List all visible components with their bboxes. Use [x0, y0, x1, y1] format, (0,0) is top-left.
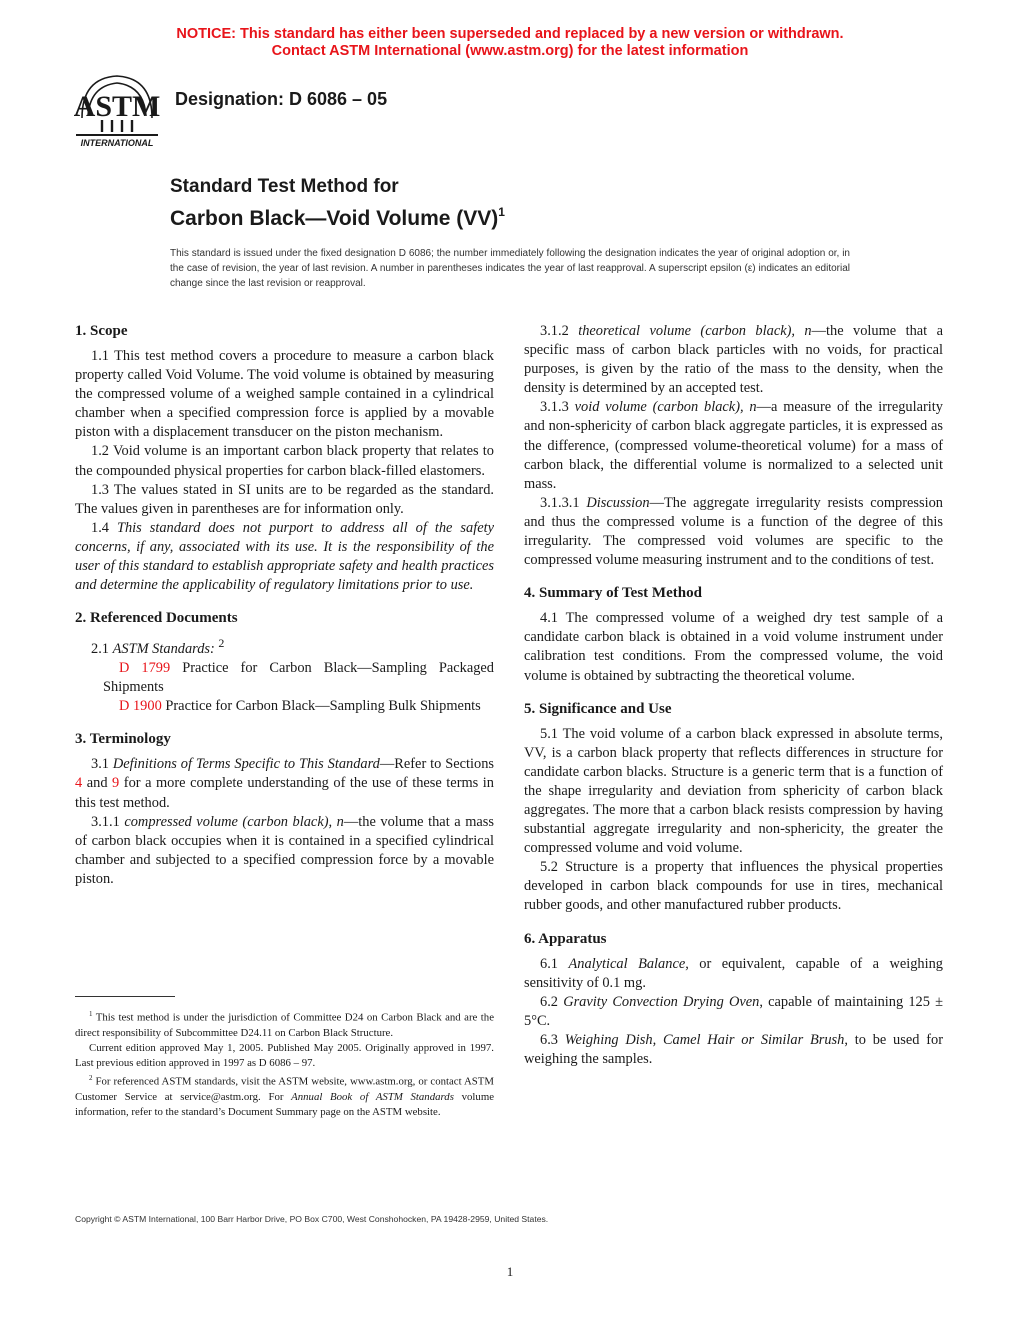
terminology-p5-text: —The aggregate irregularity resists compression and thus the compressed volume is a function of the degree of this irregularity. The compressed void volumes are specific to the compressed volume measuring instrument and to the conditions of test.: [524, 494, 943, 569]
section-referenced-documents: [75, 609, 494, 716]
terminology-p1: [75, 755, 494, 812]
designation: Designation: D 6086 – 05: [175, 89, 388, 109]
footnote-1-text: This test method is under the jurisdiction of Committee D24 on Carbon Black and are the direct responsibility of Subcommittee D24.11 on Carbon Black Structure.: [75, 1011, 494, 1039]
scope-p2: 1.2 Void volume is an important carbon black property that relates to the compounded physical properties for carbon black-filled elastomers.: [75, 443, 494, 479]
refdocs-p1-sup: 2: [218, 636, 225, 651]
notice-line-2: Contact ASTM International (www.astm.org) for the latest information: [271, 43, 749, 59]
terminology-p3-term: theoretical volume (carbon black), n: [578, 323, 812, 339]
notice-line-1: NOTICE: This standard has either been superseded and replaced by a new version or withdrawn.: [176, 26, 844, 42]
terminology-p2: [75, 813, 494, 889]
terminology-p3: [524, 322, 943, 398]
apparatus-item-num: 6.3: [540, 1031, 558, 1048]
terminology-p4-num: 3.1.3: [540, 399, 569, 416]
scope-p3: 1.3 The values stated in SI units are to be regarded as the standard. The values given in parentheses are for information only.: [75, 481, 494, 517]
footnote-2-mark: 2: [89, 1074, 93, 1083]
terminology-p3-num: 3.1.2: [540, 323, 569, 339]
section-summary: [524, 584, 943, 685]
copyright: Copyright © ASTM International, 100 Barr Harbor Drive, PO Box C700, West Conshohocken, PA 19428-2959, United States.: [75, 1214, 549, 1224]
summary-heading: 4. Summary of Test Method: [524, 585, 702, 602]
refdocs-heading: 2. Referenced Documents: [75, 610, 238, 627]
apparatus-item-name: Analytical Balance: [568, 955, 686, 972]
logo-text: ASTM: [74, 90, 160, 123]
left-column: [75, 322, 494, 903]
terminology-p4-term: void volume (carbon black), n: [574, 399, 757, 416]
terminology-p4: [524, 398, 943, 493]
apparatus-item-num: 6.2: [540, 993, 558, 1010]
title-line-2: [170, 199, 505, 232]
terminology-p1-italic: Definitions of Terms Specific to This Standard: [112, 756, 380, 773]
terminology-p2-num: 3.1.1: [91, 813, 120, 830]
footnote-2-b: volume information, refer to the standard’s Document Summary page on the ASTM website.: [75, 1091, 495, 1119]
apparatus-item: [524, 955, 943, 993]
footnote-2-a: For referenced ASTM standards, visit the ASTM website, www.astm.org, or contact ASTM Customer Service at service@astm.org. For: [75, 1076, 494, 1104]
scope-p4-num: 1.4: [91, 519, 109, 536]
terminology-p1-num: 3.1: [91, 756, 109, 773]
right-column: [524, 322, 943, 1083]
significance-p1: 5.1 The void volume of a carbon black expressed in absolute terms, VV, is a carbon black property that reflects differences in structure for candidate carbon blacks. Structure is a generic term that is a function of the shape irregularity and deviation from sphericity of carbon black aggregates. The more that a carbon black resists compression by having substantial aggregate irregularity and non-sphericity, the greater the compressed volume and void volume.: [524, 725, 943, 857]
footnote-rule: [75, 996, 175, 997]
footnote-2-italic: Annual Book of ASTM Standards: [291, 1091, 454, 1104]
scope-heading: 1. Scope: [75, 323, 128, 339]
section-4-link[interactable]: 4: [75, 775, 83, 792]
apparatus-item-num: 6.1: [540, 955, 558, 972]
apparatus-item: [524, 993, 943, 1031]
refdocs-p1: [75, 634, 494, 659]
scope-p4-italic: This standard does not purport to address all of the safety concerns, if any, associated with its use. It is the responsibility of the user of this standard to establish appropriate safety and health practices and determine the applicability of regulatory limitations prior to use.: [75, 519, 494, 594]
title-footnote-mark: 1: [498, 205, 505, 219]
section-terminology-cont: [524, 322, 943, 570]
significance-heading: 5. Significance and Use: [524, 700, 672, 717]
document-title: [170, 175, 505, 232]
ref-link-d1900[interactable]: D 1900: [119, 698, 162, 715]
withdrawn-notice: [0, 26, 1020, 60]
terminology-p5-term: Discussion: [586, 494, 650, 511]
ref-text-d1799: Practice for Carbon Black—Sampling Packaged Shipments: [103, 660, 494, 696]
apparatus-item-text: , capable of maintaining 125 ± 5°C.: [524, 993, 943, 1029]
issued-note: This standard is issued under the fixed designation D 6086; the number immediately following the designation indicates the year of original adoption or, in the case of revision, the year of last revision. A number in parentheses indicates the year of last reapproval. A superscript epsilon (ε) indicates an editorial change since the last revision or reapproval.: [170, 248, 850, 289]
ref-text-d1900: Practice for Carbon Black—Sampling Bulk Shipments: [165, 698, 481, 715]
apparatus-item-text: , or equivalent, capable of a weighing sensitivity of 0.1 mg.: [524, 955, 944, 991]
terminology-p2-text: —the volume that a mass of carbon black occupies when it is contained in a specified cylindrical chamber and subjected to a specified compression force by a movable piston.: [75, 813, 494, 887]
apparatus-item-name: Gravity Convection Drying Oven: [563, 993, 760, 1010]
section-terminology: [75, 730, 494, 889]
terminology-p1-a: —Refer to Sections: [379, 756, 494, 773]
terminology-p5-num: 3.1.3.1: [540, 494, 580, 511]
terminology-p1-b: and: [86, 775, 108, 792]
ref-d1900: [75, 697, 494, 716]
terminology-p4-text: —a measure of the irregularity and non-sphericity of carbon black aggregate particles, it is expressed as the difference, (compressed volume-theoretical volume) for a mass of carbon black, the differential volume is normalized to a selected unit mass.: [524, 399, 943, 492]
title-text: Carbon Black—Void Volume (VV): [170, 207, 499, 230]
section-scope: [75, 322, 494, 595]
scope-p4: [75, 519, 494, 595]
footnote-2: [75, 1071, 494, 1120]
terminology-p1-c: for a more complete understanding of the use of these terms in this test method.: [75, 775, 494, 811]
terminology-heading: 3. Terminology: [75, 731, 171, 748]
summary-p1: 4.1 The compressed volume of a weighed dry test sample of a candidate carbon black is obtained in a void volume instrument under calibration test conditions. From the compressed volume, the void volume is obtained by subtracting the theoretical volume.: [524, 610, 943, 684]
astm-logo-icon: [74, 72, 160, 150]
section-9-link[interactable]: 9: [112, 775, 120, 792]
footnotes: [75, 996, 494, 1121]
apparatus-item: [524, 1031, 943, 1069]
apparatus-item-text: , to be used for weighing the samples.: [524, 1031, 943, 1067]
section-apparatus: [524, 930, 943, 1070]
apparatus-item-name: Weighing Dish, Camel Hair or Similar Brush: [564, 1031, 845, 1048]
refdocs-p1-num: 2.1: [91, 641, 109, 658]
footnote-1b: Current edition approved May 1, 2005. Published May 2005. Originally approved in 1997. Last previous edition approved in 1997 as D 6086 – 97.: [75, 1042, 494, 1070]
terminology-p2-term: compressed volume (carbon black), n: [124, 813, 344, 830]
scope-p1: 1.1 This test method covers a procedure to measure a carbon black property called Void Volume. The void volume is obtained by measuring the compressed volume of a weighed sample contained in a cylindrical chamber when a specified compression force is applied by a movable piston with a displacement transducer on the piston mechanism.: [75, 348, 494, 441]
page-number: 1: [506, 1264, 514, 1279]
apparatus-heading: 6. Apparatus: [524, 930, 607, 947]
section-significance: [524, 700, 943, 916]
footnote-1-mark: 1: [89, 1010, 93, 1018]
terminology-p5: [524, 494, 943, 570]
refdocs-p1-italic: ASTM Standards:: [112, 641, 215, 658]
ref-d1799: [75, 659, 494, 697]
terminology-p3-text: —the volume that a specific mass of carbon black particles with no voids, for practical purposes, is given by the ratio of the mass to the density, when the density is determined by an accepted test.: [524, 323, 943, 397]
footnote-1: [75, 1007, 494, 1041]
ref-link-d1799[interactable]: D 1799: [119, 660, 171, 677]
logo-subtext: INTERNATIONAL: [80, 138, 154, 148]
significance-p2: 5.2 Structure is a property that influences the physical properties developed in carbon black compounds for use in tires, mechanical rubber goods, and other manufactured rubber products.: [524, 859, 943, 914]
title-line-1: Standard Test Method for: [170, 176, 399, 197]
